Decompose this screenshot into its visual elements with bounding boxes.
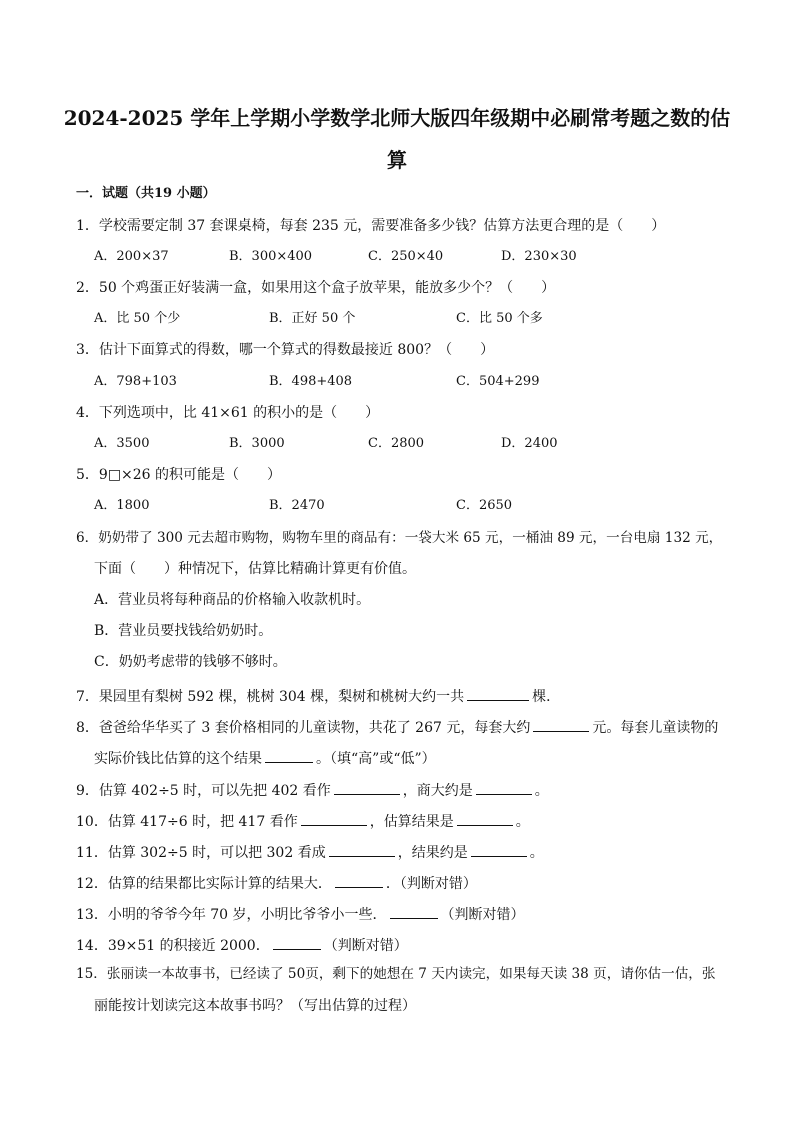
question-8-line1 [76,717,718,736]
question-10 [76,811,530,830]
q1-option-d: D．230×30 [501,249,577,264]
q11-text-end: 。 [529,845,544,861]
question-4: 4．下列选项中，比 41×61 的积小的是（ ） [76,405,380,421]
section-heading: 一．试题（共19 小题） [76,186,216,201]
q5-option-a: A．1800 [94,498,150,513]
q9-answer-blank-1[interactable] [334,780,400,795]
q6-option-a: A．营业员将每种商品的价格输入收款机时。 [94,592,371,608]
q3-option-c: C．504+299 [456,374,540,389]
q14-text: 14．39×51 的积接近 2000． [76,938,270,954]
q8-text: 8．爸爸给华华买了 3 套价格相同的儿童读物，共花了 267 元，每套大约 [76,720,531,736]
question-11 [76,842,544,861]
q8-text-line2-end: 。（填“高”或“低”） [316,751,436,767]
q9-text-mid: ，商大约是 [402,783,473,799]
q10-text-end: 。 [515,814,530,830]
q8-text-mid: 元。每套儿童读物的 [592,720,719,736]
question-6-line2: 下面（ ）种情况下，估算比精确计算更有价值。 [94,561,416,577]
q1-option-a: A．200×37 [94,249,169,264]
question-7 [76,686,560,705]
q2-option-b: B．正好 50 个 [269,311,356,326]
q3-option-b: B．498+408 [269,374,353,389]
question-5: 5．9□×26 的积可能是（ ） [76,467,282,483]
question-13 [76,904,525,923]
q4-option-c: C．2800 [368,436,425,451]
q11-answer-blank-1[interactable] [329,842,395,857]
question-6-line1: 6．奶奶带了 300 元去超市购物，购物车里的商品有：一袋大米 65 元，一桶油 89 元，一台电扇 132 元， [76,530,723,546]
question-2: 2．50 个鸡蛋正好装满一盒，如果用这个盒子放苹果，能放多少个？（ ） [76,280,556,296]
question-12 [76,873,477,892]
q4-option-d: D．2400 [501,436,558,451]
q11-answer-blank-2[interactable] [471,842,527,857]
q13-text-end: （判断对错） [440,907,525,923]
q6-option-b: B．营业员要找钱给奶奶时。 [94,623,273,639]
q1-option-c: C．250×40 [368,249,444,264]
q2-option-a: A．比 50 个少 [94,311,181,326]
q7-answer-blank[interactable] [467,686,529,701]
q9-answer-blank-2[interactable] [476,780,532,795]
q1-option-b: B．300×400 [229,249,313,264]
q14-text-end: （判断对错） [323,938,408,954]
q5-option-c: C．2650 [456,498,513,513]
q6-option-c: C．奶奶考虑带的钱够不够时。 [94,654,287,670]
question-9 [76,780,549,799]
q10-text-mid: ，估算结果是 [369,814,454,830]
q10-text: 10．估算 417÷6 时，把 417 看作 [76,814,298,830]
q11-text: 11．估算 302÷5 时，可以把 302 看成 [76,845,326,861]
q9-text-end: 。 [534,783,549,799]
q13-answer-blank[interactable] [390,904,438,919]
q8-answer-blank-2[interactable] [265,748,313,763]
q4-option-a: A．3500 [94,436,150,451]
q10-answer-blank-1[interactable] [301,811,367,826]
q2-option-c: C．比 50 个多 [456,311,543,326]
page-title-line2: 算 [387,148,407,172]
question-15-line2: 丽能按计划读完这本故事书吗？（写出估算的过程） [94,998,416,1014]
q8-text-line2: 实际价钱比估算的这个结果 [94,751,262,767]
q10-answer-blank-2[interactable] [457,811,513,826]
q8-answer-blank-1[interactable] [533,717,589,732]
question-14 [76,935,408,954]
q12-text-end: ．（判断对错） [385,876,477,892]
q4-option-b: B．3000 [229,436,285,451]
q11-text-mid: ，结果约是 [397,845,468,861]
q7-text-end: 棵． [532,689,561,705]
question-3: 3．估计下面算式的得数，哪一个算式的得数最接近 800？（ ） [76,342,495,358]
q5-option-b: B．2470 [269,498,325,513]
question-15-line1: 15．张丽读一本故事书，已经读了 50页，剩下的她想在 7 天内读完，如果每天读 38 页，请你估一估，张 [76,966,716,982]
q3-option-a: A．798+103 [94,374,177,389]
question-8-line2 [94,748,436,767]
q14-answer-blank[interactable] [273,935,321,950]
q12-answer-blank[interactable] [335,873,383,888]
q12-text: 12．估算的结果都比实际计算的结果大． [76,876,332,892]
q9-text: 9．估算 402÷5 时，可以先把 402 看作 [76,783,331,799]
q7-text: 7．果园里有梨树 592 棵，桃树 304 棵，梨树和桃树大约一共 [76,689,465,705]
question-1: 1．学校需要定制 37 套课桌椅，每套 235 元，需要准备多少钱？估算方法更合理的是（ ） [76,218,666,234]
page-title-line1: 2024-2025 学年上学期小学数学北师大版四年级期中必刷常考题之数的估 [63,106,731,130]
q13-text: 13．小明的爷爷今年 70 岁，小明比爷爷小一些． [76,907,387,923]
